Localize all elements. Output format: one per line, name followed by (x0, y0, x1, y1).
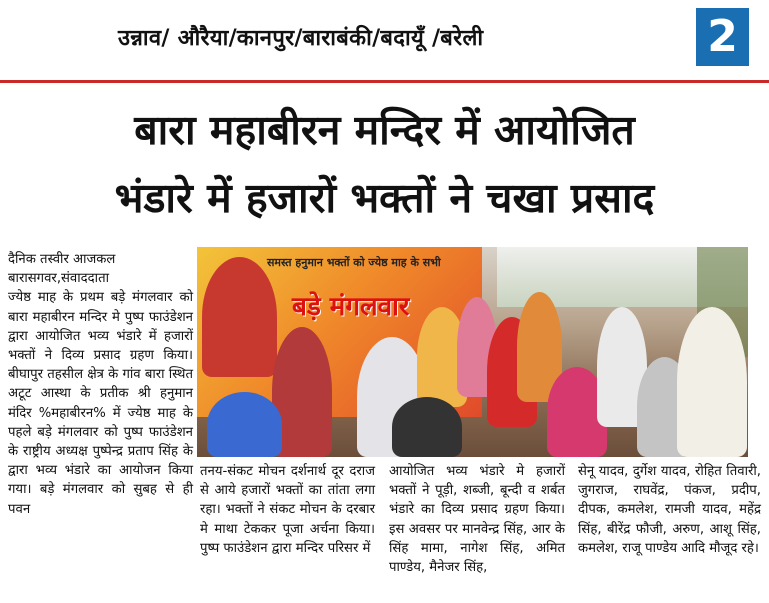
page-header (0, 0, 769, 80)
header-rule (0, 80, 769, 83)
article-column-1 (8, 250, 193, 519)
headline-line-2: भंडारे में हजारों भक्तों ने चखा प्रसाद (114, 174, 655, 222)
headline (0, 96, 769, 232)
byline-paper: दैनिक तस्वीर आजकल (8, 252, 116, 267)
page-number-badge: 2 (696, 8, 749, 66)
article-column-4: सेनू यादव, दुर्गेश यादव, रोहित तिवारी, जुगराज, राघवेंद्र, पंकज, प्रदीप, दीपक, कमलेश, रामजी यादव, महेंद्र सिंह, बीरेंद्र फौजी, अरुण, आशू सिंह, कमलेश, राजू पाण्डेय आदि मौजूद रहे। (578, 464, 761, 556)
edition-cities: उन्नाव/ औरैया/कानपुर/बाराबंकी/बदायूँ /बरेली (118, 26, 484, 51)
column-1-text: ज्येष्ठ माह के प्रथम बड़े मंगलवार को बारा महाबीरन मन्दिर मे पुष्प फाउंडेशन द्वारा आयोजित भव्य भंडारे में हजारों भक्तों ने दिव्य प्रसाद ग्रहण किया। बीघापुर तहसील क्षेत्र के गांव बारा स्थित अटूट आस्था के प्रतीक श्री हनुमान मंदिर %महाबीरन% में ज्येष्ठ माह के पहले बड़े मंगलवार को पुष्प फाउंडेशन के राष्ट्रीय अध्यक्ष पुष्पेन्द्र प्रताप सिंह के द्वारा भव्य भंडारे का आयोजन किया गया। बड़े मंगलवार को सुबह से ही पवन (8, 290, 193, 517)
photo-banner-subtext: समस्त हनुमान भक्तों को ज्येष्ठ माह के सभी (267, 256, 441, 269)
photo-person (392, 397, 462, 457)
article-column-2: तनय-संकट मोचन दर्शनार्थ दूर दराज से आये हजारों भक्तों का तांता लगा रहा। भक्तों ने संकट मोचन के दरबार मे माथा टेककर पूजा अर्चना किया। पुष्प फाउंडेशन द्वारा मन्दिर परिसर में (200, 464, 375, 556)
headline-line-1: बारा महाबीरन मन्दिर में आयोजित (134, 106, 635, 154)
photo-banner-text: बड़े मंगलवार (292, 292, 410, 322)
byline-reporter: बारासगवर,संवाददाता (8, 271, 110, 287)
photo-person (677, 307, 747, 457)
news-photo (197, 247, 748, 457)
photo-person (207, 392, 282, 457)
photo-person (202, 257, 277, 377)
article-column-3: आयोजित भव्य भंडारे मे हजारों भक्तों ने पूड़ी, शब्जी, बून्दी व शर्बत भंडारे का दिव्य प्रसाद ग्रहण किया। इस अवसर पर मानवेन्द्र सिंह, आर के सिंह मामा, नागेश सिंह, अमित पाण्डेय, मैनेजर सिंह, (389, 464, 565, 576)
